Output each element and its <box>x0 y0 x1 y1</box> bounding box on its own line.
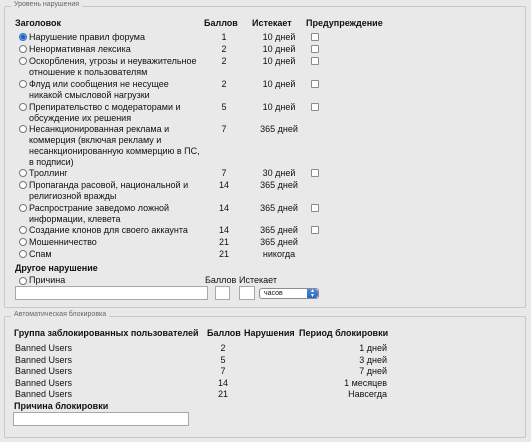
ban-period: 1 месяцев <box>344 377 387 388</box>
violation-points: 14 <box>218 180 229 190</box>
violation-points: 7 <box>221 168 227 178</box>
ban-period: 7 дней <box>359 366 387 376</box>
violation-points: 14 <box>218 203 229 213</box>
ban-points: 14 <box>217 377 228 388</box>
ban-period: Навсегда <box>348 389 387 399</box>
violation-points: 21 <box>218 237 229 247</box>
violation-title: Распространие заведомо ложной информации, клевета <box>29 203 170 224</box>
violation-radio[interactable] <box>19 125 27 133</box>
ban-points: 21 <box>217 389 228 399</box>
header-ban-points: Баллов <box>207 328 241 338</box>
warning-checkbox[interactable] <box>311 45 319 53</box>
ban-group: Banned Users <box>15 354 73 365</box>
violation-title: Ненормативная лексика <box>29 44 131 54</box>
violation-expires: 10 дней <box>262 79 296 89</box>
ban-points: 2 <box>220 343 226 353</box>
violation-title: Мошенничество <box>29 237 97 247</box>
header-warning: Предупреждение <box>306 18 383 28</box>
violation-points: 21 <box>218 249 229 259</box>
violation-title: Троллинг <box>29 168 68 178</box>
violation-expires: 10 дней <box>262 56 296 66</box>
violation-expires: 365 дней <box>260 237 298 247</box>
expires-unit-select[interactable] <box>259 288 319 299</box>
header-group: Группа заблокированных пользователей <box>14 328 199 338</box>
violation-expires: 10 дней <box>262 44 296 54</box>
violation-title: Нарушение правил форума <box>29 32 145 42</box>
expires-unit-value: часов <box>264 290 283 297</box>
violation-radio[interactable] <box>19 169 27 177</box>
autoban-legend: Автоматическая блокировка <box>11 311 109 318</box>
violation-points: 1 <box>221 32 227 42</box>
violation-points: 2 <box>221 44 227 54</box>
ban-reason-input[interactable] <box>13 412 189 426</box>
header-points: Баллов <box>204 18 238 28</box>
violation-title: Флуд или сообщения не несущее никакой смысловой нагрузки <box>29 79 169 100</box>
header-expires: Истекает <box>252 18 292 28</box>
other-expires-input[interactable] <box>239 286 255 300</box>
other-points-input[interactable] <box>215 286 230 300</box>
ban-group: Banned Users <box>15 366 73 376</box>
violation-radio[interactable] <box>19 226 27 234</box>
ban-points: 5 <box>220 354 226 365</box>
select-arrows-icon: ▴ ▾ <box>307 289 318 298</box>
autoban-fieldset <box>4 311 526 438</box>
violation-points: 5 <box>221 102 227 112</box>
violation-expires: 10 дней <box>262 32 296 42</box>
violation-title: Препирательство с модераторами и обсуждение их решения <box>29 102 181 123</box>
ban-group: Banned Users <box>15 377 73 388</box>
violation-level-legend: Уровень нарушения <box>11 1 82 8</box>
violation-title: Пропаганда расовой, национальной и религиозной вражды <box>29 180 189 201</box>
violation-radio[interactable] <box>19 57 27 65</box>
violation-level-fieldset <box>4 1 526 308</box>
ban-group: Banned Users <box>15 389 73 399</box>
header-ban-period: Период блокировки <box>299 328 389 338</box>
ban-group: Banned Users <box>15 343 73 353</box>
warning-checkbox[interactable] <box>311 226 319 234</box>
violation-radio[interactable] <box>19 238 27 246</box>
header-title: Заголовок <box>15 18 62 28</box>
violation-radio[interactable] <box>19 80 27 88</box>
violation-expires: никогда <box>262 249 296 259</box>
violation-title: Создание клонов для своего аккаунта <box>29 225 188 235</box>
violation-expires: 10 дней <box>262 102 296 112</box>
violation-expires: 30 дней <box>262 168 296 178</box>
ban-points: 7 <box>220 366 226 376</box>
violation-points: 2 <box>221 79 227 89</box>
violation-radio[interactable] <box>19 33 27 41</box>
reason-input[interactable] <box>15 286 208 300</box>
warning-checkbox[interactable] <box>311 103 319 111</box>
warning-checkbox[interactable] <box>311 80 319 88</box>
other-points-label: Баллов <box>205 275 237 285</box>
ban-reason-heading: Причина блокировки <box>14 401 109 411</box>
violation-radio[interactable] <box>19 181 27 189</box>
warning-checkbox[interactable] <box>311 204 319 212</box>
violation-radio[interactable] <box>19 103 27 111</box>
other-violation-heading: Другое нарушение <box>15 263 98 273</box>
reason-label: Причина <box>29 275 66 285</box>
header-infractions: Нарушения <box>244 328 295 338</box>
violation-title: Несанкционированная реклама и коммерция (включая рекламу и несанкционированную коммерцию в ПС, в подписи) <box>29 124 200 167</box>
violation-points: 2 <box>221 56 227 66</box>
other-expires-label: Истекает <box>239 275 277 285</box>
warning-checkbox[interactable] <box>311 33 319 41</box>
violation-expires: 365 дней <box>260 180 298 190</box>
warning-checkbox[interactable] <box>311 57 319 65</box>
violation-expires: 365 дней <box>260 124 298 134</box>
violation-radio[interactable] <box>19 45 27 53</box>
ban-period: 3 дней <box>359 354 387 365</box>
violation-expires: 365 дней <box>260 225 298 235</box>
other-violation-radio[interactable] <box>19 277 27 285</box>
violation-title: Оскорбления, угрозы и неуважительное отношение к пользователям <box>29 56 197 77</box>
violation-radio[interactable] <box>19 204 27 212</box>
violation-points: 7 <box>221 124 227 134</box>
ban-period: 1 дней <box>359 343 387 353</box>
warning-checkbox[interactable] <box>311 169 319 177</box>
violation-points: 14 <box>218 225 229 235</box>
violation-title: Спам <box>29 249 52 259</box>
violation-radio[interactable] <box>19 250 27 258</box>
violation-expires: 365 дней <box>260 203 298 213</box>
